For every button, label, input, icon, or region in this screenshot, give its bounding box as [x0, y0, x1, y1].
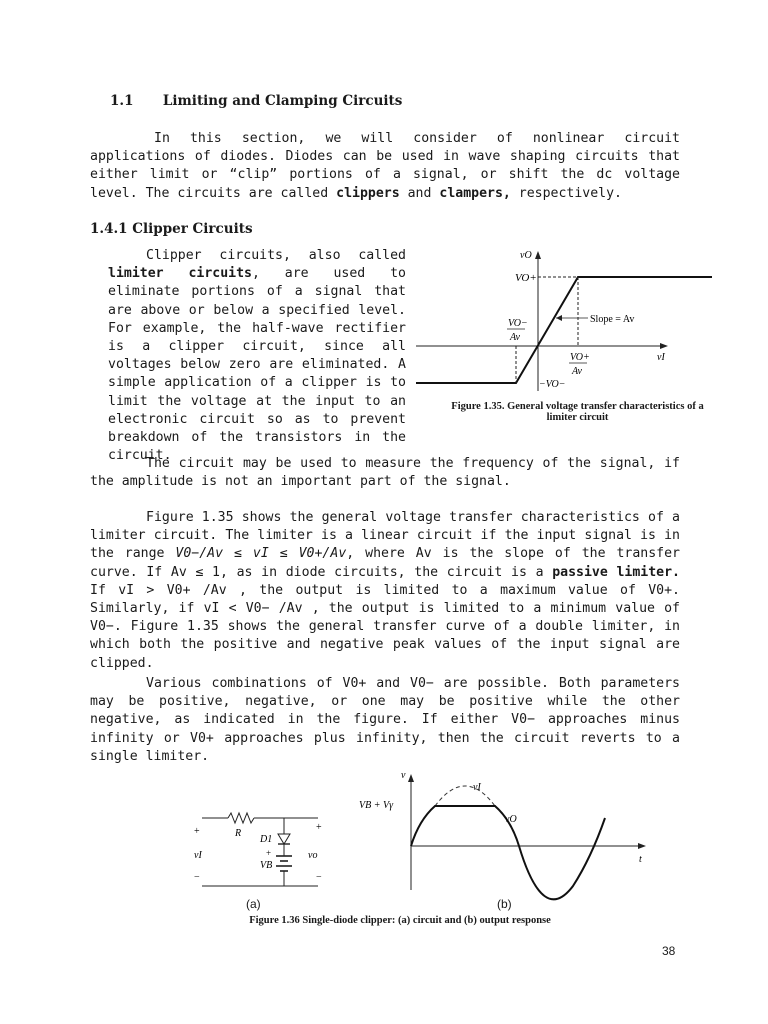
limiter-description-paragraph: Figure 1.35 shows the general voltage transfer characteristics of a limiter circuit. The limiter is a linear circuit if the input signal is in the range V0−/Av ≤ vI ≤ V0+/Av, where Av is the slope of the transfer curve. If Av ≤ 1, as in diode circuits, the circuit is a passive limiter. If vI > V0+ /Av , the output is limited to a maximum value of V0+. Similarly, if vI < V0− /Av , the output is limited to a minimum value of V0−. Figure 1.35 shows the general transfer curve of a double limiter, in which both the positive and negative peak values of the input signal are clipped. [90, 510, 680, 671]
t-axis-arrow [638, 843, 646, 849]
vo-minus-label: −VO− [539, 379, 566, 390]
page-number: 38 [662, 944, 676, 958]
vb-plus: + [266, 848, 272, 858]
vo-curve-label: vO [505, 814, 517, 825]
vo-minus-over-label: VO− [508, 318, 528, 329]
av-under-label-2: Av [572, 366, 582, 377]
transfer-curve [416, 277, 712, 383]
minus-left: − [194, 872, 200, 883]
figure-1-36-waveform [355, 770, 655, 910]
vo-plus-label: VO+ [515, 272, 537, 284]
y-axis-arrow [535, 251, 541, 259]
caption-line-1: Figure 1.35. General voltage transfer characteristics of a [451, 401, 704, 412]
figure-1-35-caption [420, 401, 735, 423]
vi-curve-label: vI [473, 782, 481, 793]
diode-d1 [278, 834, 290, 844]
figure-1-36-caption: Figure 1.36 Single-diode clipper: (a) circuit and (b) output response [249, 915, 551, 926]
v-axis-label: v [401, 770, 406, 781]
t-axis-label: t [639, 854, 642, 865]
x-axis-arrow [660, 343, 668, 349]
vi-label: vI [194, 850, 202, 861]
resistor-r [228, 813, 254, 823]
section-heading [110, 93, 402, 109]
vo-label: vo [308, 850, 318, 861]
label-b: (b) [497, 897, 512, 911]
frequency-paragraph: The circuit may be used to measure the frequency of the signal, if the amplitude is not an important part of the signal. [90, 456, 680, 490]
combinations-paragraph: Various combinations of V0+ and V0− are possible. Both parameters may be positive, negative, or one may be positive while the other negative, as indicated in the figure. If either V0− approaches minus infinity or V0+ approaches plus infinity, then the circuit reverts to a single limiter. [90, 676, 680, 764]
minus-right: − [316, 872, 322, 883]
intro-paragraph: In this section, we will consider of nonlinear circuit applications of diodes. Diodes can be used in wave shaping circuits that either limit or “clip” portions of a signal, or shift the dc voltage level. The circuits are called clippers and clampers, respectively. [90, 131, 680, 201]
vb-label: VB [260, 860, 273, 871]
section-number: 1.1 [110, 93, 134, 109]
x-axis-label: vI [657, 352, 665, 363]
av-under-label: Av [510, 332, 520, 343]
plus-left: + [194, 826, 200, 837]
figure-1-36-circuit [188, 808, 328, 908]
slope-label: Slope = Av [590, 314, 635, 325]
section-title: Limiting and Clamping Circuits [162, 93, 403, 109]
subsection-heading: 1.4.1 Clipper Circuits [90, 221, 253, 237]
v-axis-arrow [408, 774, 414, 782]
vi-peak-dashed [435, 786, 495, 806]
caption-line-2: limiter circuit [546, 412, 609, 423]
plus-right: + [316, 822, 322, 833]
vo-plus-over-label: VO+ [570, 352, 590, 363]
label-a: (a) [246, 897, 261, 911]
slope-pointer-arrow [556, 315, 562, 321]
r-label: R [235, 828, 242, 839]
level-label: VB + Vγ [359, 800, 394, 811]
clipper-paragraph: Clipper circuits, also called limiter circuits, are used to eliminate portions of a signal that are above or below a specified level. For example, the half-wave rectifier is a clipper circuit, since all voltages below zero are eliminated. A simple application of a clipper is to limit the voltage at the input to an electronic circuit so as to prevent breakdown of the transistors in the circuit. [108, 248, 406, 464]
y-axis-label: vO [520, 250, 532, 261]
d1-label: D1 [260, 834, 273, 845]
